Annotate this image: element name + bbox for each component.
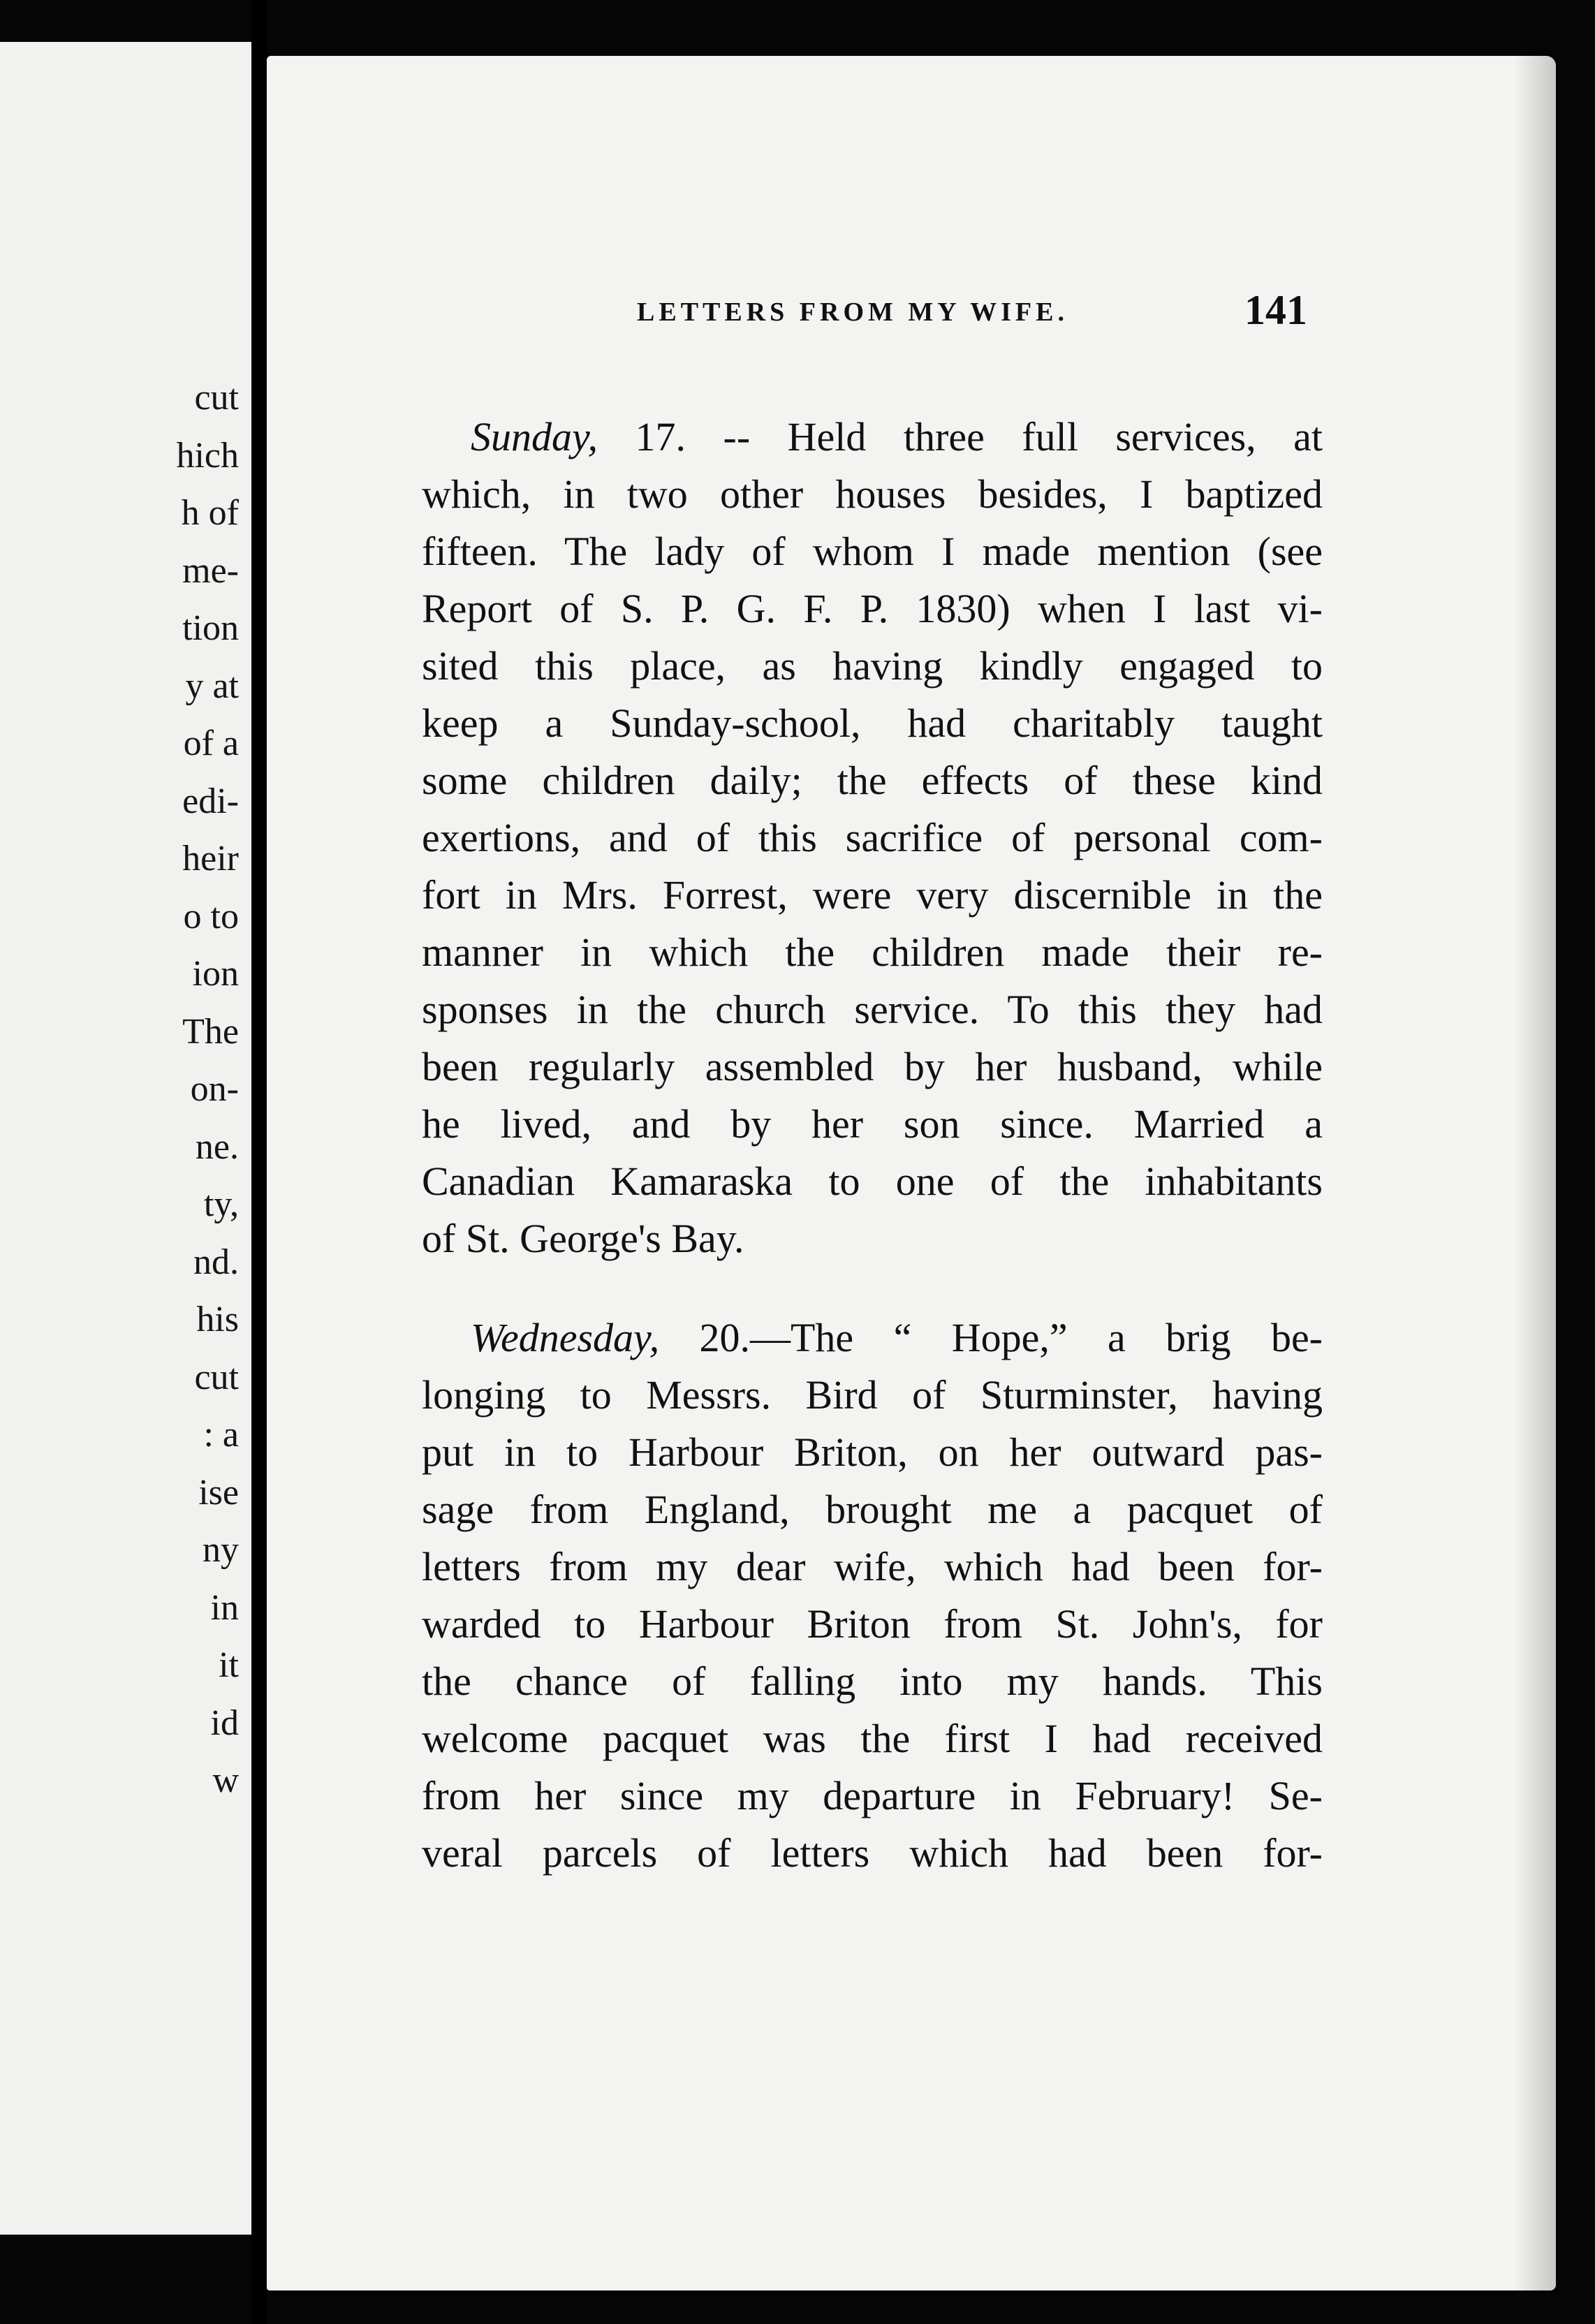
text-line: keep a Sunday-school, had charitably taught: [422, 700, 1323, 746]
page-number: 141: [1244, 287, 1307, 333]
fragment-line: cut: [194, 378, 239, 418]
fragment-line: The: [182, 1012, 239, 1052]
fragment-line: his: [196, 1300, 239, 1339]
fragment-line: ion: [192, 954, 239, 994]
text-line: 17. -- Held three full services, at: [635, 414, 1323, 459]
text-line: letters from my dear wife, which had been for-: [422, 1544, 1323, 1589]
text-line: the chance of falling into my hands. This: [422, 1659, 1323, 1704]
fragment-line: ise: [198, 1473, 239, 1513]
text-line: of St. George's Bay.: [422, 1216, 744, 1261]
journal-entry-sunday: [422, 409, 1323, 1267]
fragment-line: me-: [182, 551, 239, 591]
fragment-line: edi-: [182, 781, 239, 821]
fragment-line: ne.: [195, 1127, 239, 1167]
fragment-line: id: [210, 1703, 239, 1743]
text-line: from her since my departure in February! Se-: [422, 1773, 1323, 1818]
text-line: 20.—The “ Hope,” a brig be-: [699, 1315, 1323, 1360]
text-line: welcome pacquet was the first I had received: [422, 1716, 1323, 1761]
text-line: manner in which the children made their re-: [422, 929, 1323, 975]
text-line: sponses in the church service. To this they had: [422, 987, 1323, 1032]
text-line: some children daily; the effects of these kind: [422, 758, 1323, 803]
fragment-line: ny: [203, 1530, 239, 1570]
text-line: fort in Mrs. Forrest, were very discernible in the: [422, 872, 1323, 918]
text-line: warded to Harbour Briton from St. John's, for: [422, 1601, 1323, 1647]
fragment-line: o to: [183, 897, 239, 936]
fragment-line: on-: [190, 1069, 239, 1109]
text-line: veral parcels of letters which had been for-: [422, 1830, 1323, 1876]
fragment-line: cut: [194, 1358, 239, 1397]
text-line: longing to Messrs. Bird of Sturminster, having: [422, 1372, 1323, 1418]
fragment-line: tion: [182, 608, 239, 648]
text-line: been regularly assembled by her husband, while: [422, 1044, 1323, 1089]
text-line: Canadian Kamaraska to one of the inhabitants: [422, 1159, 1323, 1204]
fragment-line: y at: [185, 666, 239, 706]
book-page: [267, 56, 1556, 2290]
facing-page-fragment: [0, 42, 251, 2235]
text-line: he lived, and by her son since. Married a: [422, 1101, 1323, 1147]
fragment-line: : a: [203, 1415, 239, 1455]
fragment-line: heir: [182, 839, 239, 878]
text-line: fifteen. The lady of whom I made mention (see: [422, 529, 1323, 574]
fragment-line: in: [210, 1588, 239, 1628]
fragment-line: ty,: [203, 1184, 239, 1224]
fragment-line: w: [212, 1760, 239, 1800]
fragment-line: h of: [181, 493, 239, 533]
entry-date: Sunday,: [471, 414, 598, 459]
entry-date: Wednesday,: [471, 1315, 660, 1360]
fragment-line: hich: [176, 436, 239, 476]
running-title: LETTERS FROM MY WIFE.: [637, 297, 1068, 327]
journal-entry-wednesday: [422, 1309, 1323, 1882]
entry-first-line: [422, 409, 1323, 466]
fragment-line: nd.: [193, 1242, 239, 1282]
fragment-line: of a: [183, 723, 239, 763]
text-line: sited this place, as having kindly engaged to: [422, 643, 1323, 689]
text-line: which, in two other houses besides, I baptized: [422, 471, 1323, 517]
book-gutter: [251, 0, 267, 2324]
text-line: sage from England, brought me a pacquet of: [422, 1487, 1323, 1532]
text-line: exertions, and of this sacrifice of personal com-: [422, 815, 1323, 860]
fragment-line: it: [219, 1645, 239, 1685]
entry-first-line: [422, 1309, 1323, 1367]
text-line: Report of S. P. G. F. P. 1830) when I last vi-: [422, 586, 1323, 631]
text-line: put in to Harbour Briton, on her outward pas-: [422, 1429, 1323, 1475]
